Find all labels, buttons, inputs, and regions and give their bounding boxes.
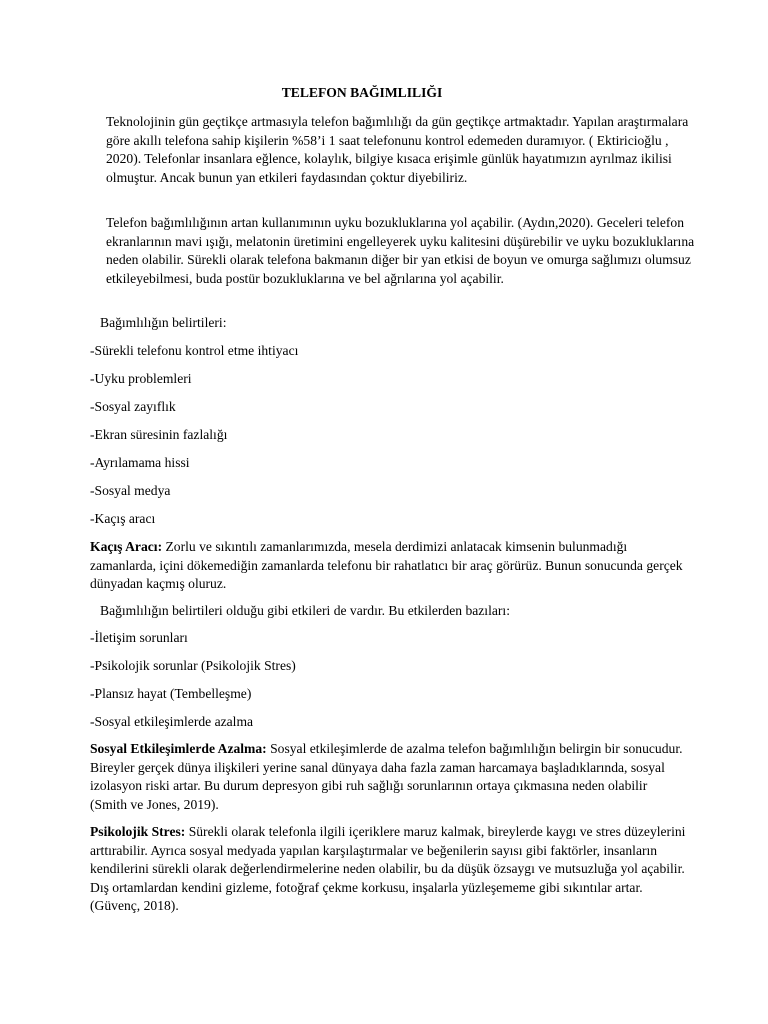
social-body: Sosyal etkileşimlerde de azalma telefon bağımlılığın belirgin bir sonucudur. Bireyler gerçek dünya ilişkileri yerine sanal dünyaya daha fazla zaman harcamaya başladıklarında, sosyal izolasyon riski artar. Bu durum depresyon gibi ruh sağlığı sorunlarının ortaya çıkmasına neden olabilir (Smith ve Jones, 2019). (90, 741, 683, 812)
escape-lead: Kaçış Aracı: (90, 539, 163, 554)
escape-paragraph (90, 538, 686, 594)
symptom-item: -Sosyal medya (90, 483, 171, 498)
intro-paragraph: Teknolojinin gün geçtikçe artmasıyla telefon bağımlılığı da gün geçtikçe artmaktadır. Yapılan araştırmalara göre akıllı telefona sahip kişilerin %58’i 1 saat telefonunu kontrol edemeden duramıyor. ( Ektiricioğlu , 2020). Telefonlar insanlara eğlence, kolaylık, bilgiye kısaca erişimle günlük hayatımızın ayrılmaz ikilisi olmuştur. Ancak bunun yan etkileri faydasından çoktur diyebiliriz. (106, 114, 689, 185)
social-lead: Sosyal Etkileşimlerde Azalma: (90, 741, 267, 756)
symptom-item: -Ekran süresinin fazlalığı (90, 427, 228, 442)
symptom-item: -Ayrılamama hissi (90, 455, 190, 470)
symptom-item: -Kaçış aracı (90, 511, 156, 526)
sleep-paragraph: Telefon bağımlılığının artan kullanımının uyku bozukluklarına yol açabilir. (Aydın,2020). Geceleri telefon ekranlarının mavi ışığı, melatonin üretimini engelleyerek uyku kalitesini düşürebilir ve uyku bozukluklarına neden olabilir. Sürekli olarak telefona bakmanın diğer bir yan etkisi de boyun ve omurga sağlımızı olumsuz etkileyebilmesi, buda postür bozukluklarına ve bel ağrılarına yol açabilir. (106, 215, 695, 286)
symptoms-heading: Bağımlılığın belirtileri: (100, 315, 227, 330)
escape-body: Zorlu ve sıkıntılı zamanlarımızda, mesela derdimizi anlatacak kimsenin bulunmadığı zamanlarda, içini dökemediğin zamanlarda telefonu bir rahatlatıcı bir araç görürüz. Bunun sonucunda gerçek dünyadan kaçmış oluruz. (90, 539, 683, 592)
symptom-item: -Sürekli telefonu kontrol etme ihtiyacı (90, 343, 299, 358)
social-paragraph (90, 740, 686, 814)
effect-item: -Psikolojik sorunlar (Psikolojik Stres) (90, 658, 296, 673)
psych-lead: Psikolojik Stres: (90, 824, 186, 839)
effect-item: -İletişim sorunları (90, 630, 188, 645)
symptom-item: -Uyku problemleri (90, 371, 192, 386)
psych-paragraph (90, 823, 686, 916)
effects-heading: Bağımlılığın belirtileri olduğu gibi etkileri de vardır. Bu etkilerden bazıları: (100, 603, 510, 618)
symptom-item: -Sosyal zayıflık (90, 399, 176, 414)
psych-body: Sürekli olarak telefonla ilgili içeriklere maruz kalmak, bireylerde kaygı ve stres düzeylerini arttırabilir. Ayrıca sosyal medyada yapılan karşılaştırmalar ve beğenilerin sayısı gibi faktörler, insanların kendilerini sürekli olarak değerlendirmelerine neden olabilir, bu da düşük özsaygı ve mutsuzluğa yol açabilir. Dış ortamlardan kendini gizleme, fotoğraf çekme korkusu, inşalarla yüzleşememe gibi sıkıntılar artar. (Güvenç, 2018). (90, 824, 686, 914)
document-title: TELEFON BAĞIMLILIĞI (281, 85, 443, 100)
effect-item: -Sosyal etkileşimlerde azalma (90, 714, 254, 729)
effect-item: -Plansız hayat (Tembelleşme) (90, 686, 252, 701)
